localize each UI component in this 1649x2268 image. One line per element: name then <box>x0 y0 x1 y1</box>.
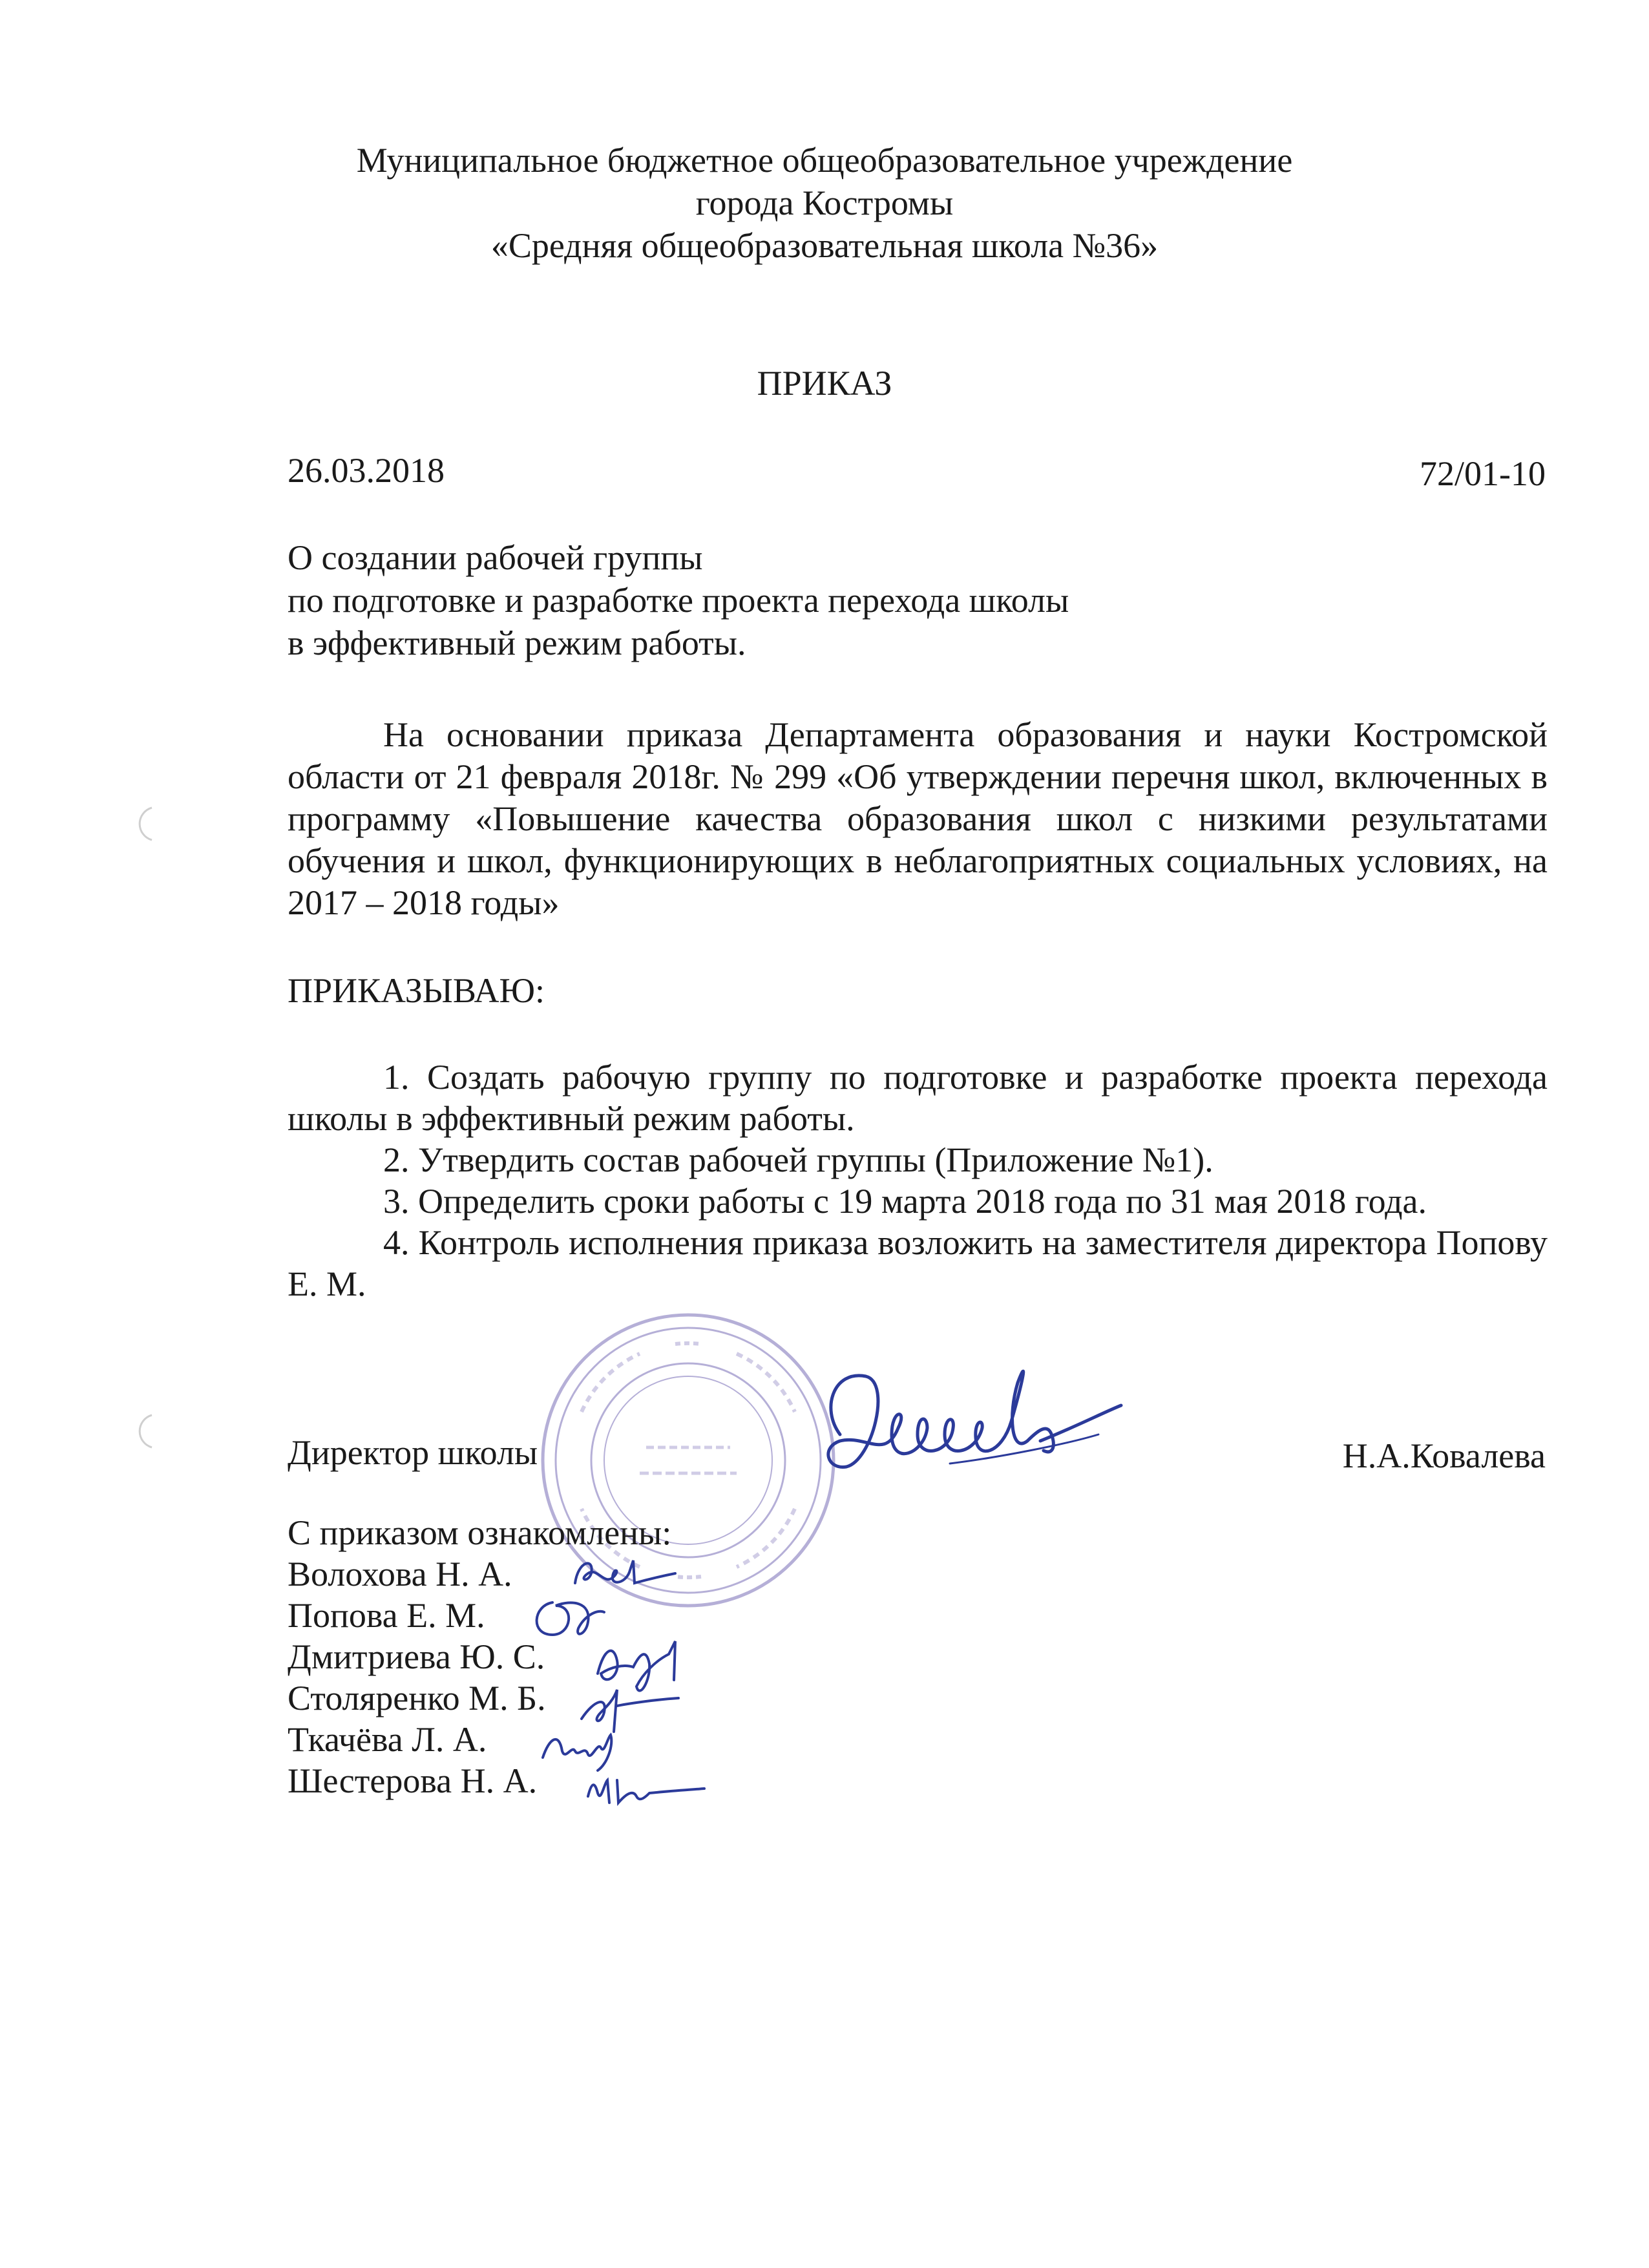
person-signature <box>578 1764 708 1816</box>
acknowledged-person: Шестерова Н. А. <box>288 1761 538 1800</box>
punch-hole-mark-lower <box>126 1412 165 1451</box>
order-items <box>288 1056 1548 1305</box>
document-date: 26.03.2018 <box>288 451 445 490</box>
preamble-paragraph: На основании приказа Департамента образования и науки Костромской области от 21 февраля 2018г. № 299 «Об утверждении перечня школ, включенных в программу «Повышение качества образования школ с низкими результатами обучения и школ, функционирующих в неблагоприятных социальных условиях, на 2017 – 2018 годы» <box>288 715 1548 922</box>
document-subject <box>288 536 1257 664</box>
acknowledged-person: Дмитриева Ю. С. <box>288 1637 545 1676</box>
director-title: Директор школы <box>288 1433 538 1472</box>
order-item: 4. Контроль исполнения приказа возложить на заместителя директора Попову Е. М. <box>288 1223 1548 1303</box>
acknowledged-person: Попова Е. М. <box>288 1596 485 1635</box>
organization-line-3: «Средняя общеобразовательная школа №36» <box>490 226 1159 265</box>
order-item: 2. Утвердить состав рабочей группы (Приложение №1). <box>383 1140 1213 1179</box>
subject-line-2: по подготовке и разработке проекта перехода школы <box>288 581 1069 620</box>
organization-header <box>0 139 1649 267</box>
director-signature <box>795 1331 1131 1525</box>
order-item: 1. Создать рабочую группу по подготовке и разработке проекта перехода школы в эффективный режим работы. <box>288 1058 1548 1138</box>
director-name: Н.А.Ковалева <box>1342 1436 1546 1475</box>
punch-hole-mark-upper <box>126 804 165 843</box>
acknowledged-person: Ткачёва Л. А. <box>288 1720 487 1759</box>
subject-line-1: О создании рабочей группы <box>288 538 703 577</box>
organization-line-1: Муниципальное бюджетное общеобразовательное учреждение <box>356 141 1293 180</box>
acknowledged-person: Волохова Н. А. <box>288 1555 512 1593</box>
subject-line-3: в эффективный режим работы. <box>288 624 746 662</box>
document-number: 72/01-10 <box>1420 454 1546 493</box>
order-word: ПРИКАЗЫВАЮ: <box>288 971 545 1010</box>
acknowledgement-heading: С приказом ознакомлены: <box>288 1513 672 1552</box>
organization-line-2: города Костромы <box>695 184 954 222</box>
document-title: ПРИКАЗ <box>757 364 892 403</box>
order-item: 3. Определить сроки работы с 19 марта 2018 года по 31 мая 2018 года. <box>383 1182 1427 1221</box>
acknowledged-person: Столяренко М. Б. <box>288 1679 546 1717</box>
